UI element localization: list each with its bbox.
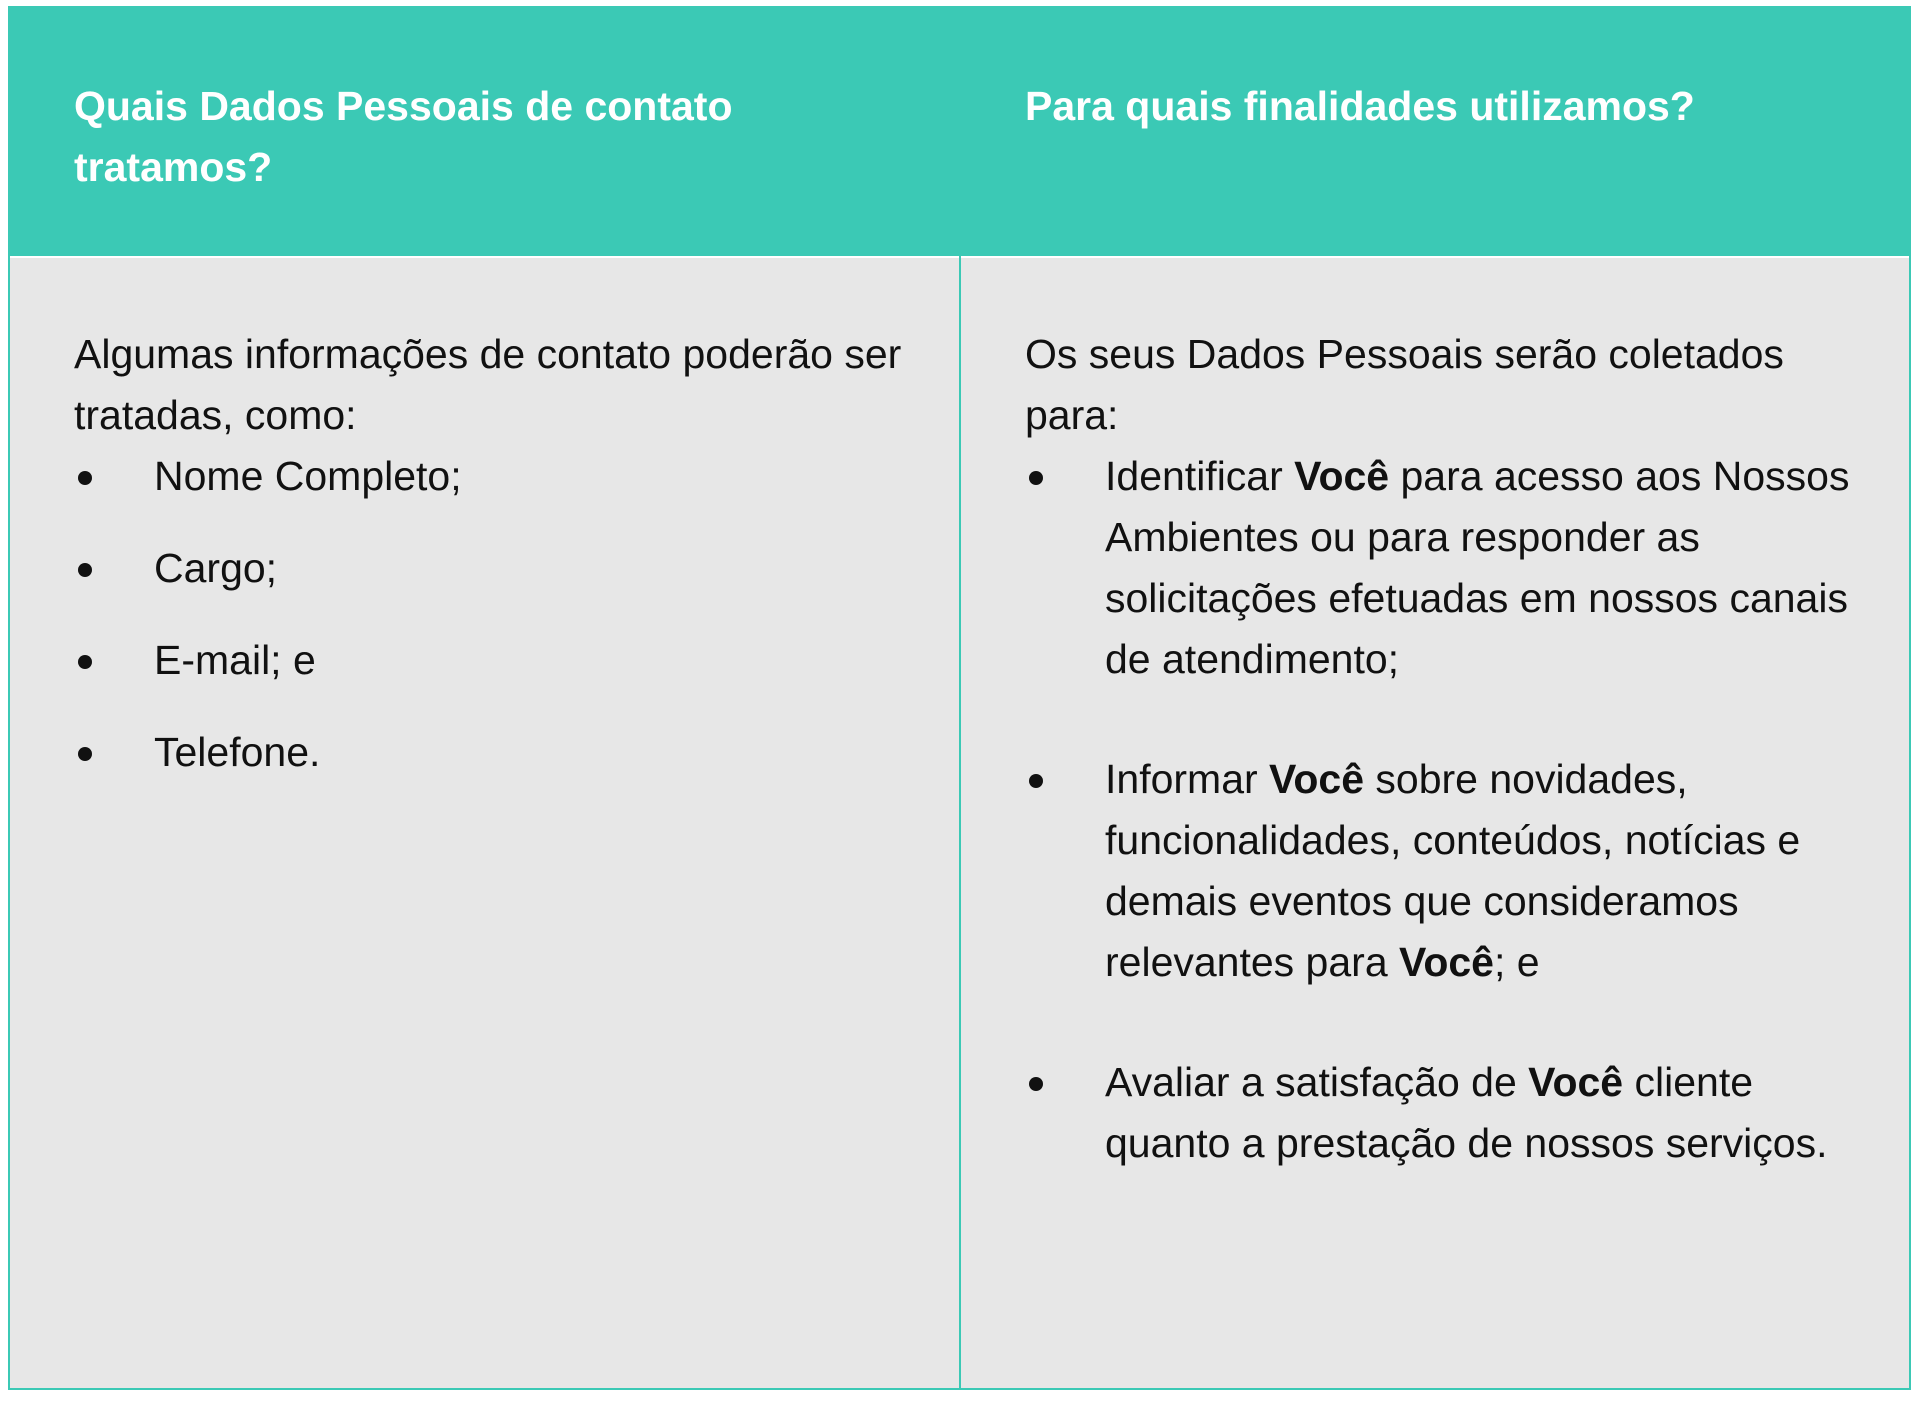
list-item-text: Telefone. — [154, 729, 321, 775]
emphasis: Você — [1294, 453, 1390, 499]
bullet-icon — [78, 563, 92, 577]
list-item-text: E-mail; e — [154, 637, 316, 683]
left-intro: Algumas informações de contato poderão ser tratadas, como: — [74, 331, 902, 438]
list-item — [74, 446, 919, 507]
list-item — [74, 630, 919, 691]
left-body — [74, 324, 919, 814]
list-item: Identificar Você para acesso aos Nossos Ambientes ou para responder as solicitações efetuadas em nossos canais de atendimento; — [1025, 446, 1869, 690]
list-item-text: Nome Completo; — [154, 453, 462, 499]
contact-data-list — [74, 446, 919, 783]
emphasis: Você — [1528, 1059, 1624, 1105]
bullet-icon — [78, 471, 92, 485]
left-column — [10, 8, 961, 1388]
list-item: Informar Você sobre novidades, funcionalidades, conteúdos, notícias e demais eventos que consideramos relevantes para Você; e — [1025, 749, 1869, 993]
right-intro: Os seus Dados Pessoais serão coletados para: — [1025, 331, 1784, 438]
bullet-icon — [1029, 471, 1043, 485]
bullet-icon — [1029, 1077, 1043, 1091]
list-item: Avaliar a satisfação de Você cliente quanto a prestação de nossos serviços. — [1025, 1052, 1869, 1174]
emphasis: Você — [1269, 756, 1364, 802]
right-header — [961, 8, 1909, 258]
right-body — [1025, 324, 1869, 1233]
left-header — [10, 8, 959, 258]
purposes-list — [1025, 446, 1869, 1174]
emphasis: Você — [1399, 939, 1494, 985]
data-table — [8, 6, 1911, 1390]
right-header-title: Para quais finalidades utilizamos? — [1025, 83, 1695, 129]
left-header-title: Quais Dados Pessoais de contato tratamos? — [74, 83, 733, 190]
bullet-icon — [78, 655, 92, 669]
list-item-text: Cargo; — [154, 545, 278, 591]
right-column — [961, 8, 1909, 1388]
bullet-icon — [1029, 774, 1043, 788]
list-item — [74, 722, 919, 783]
list-item — [74, 538, 919, 599]
bullet-icon — [78, 747, 92, 761]
